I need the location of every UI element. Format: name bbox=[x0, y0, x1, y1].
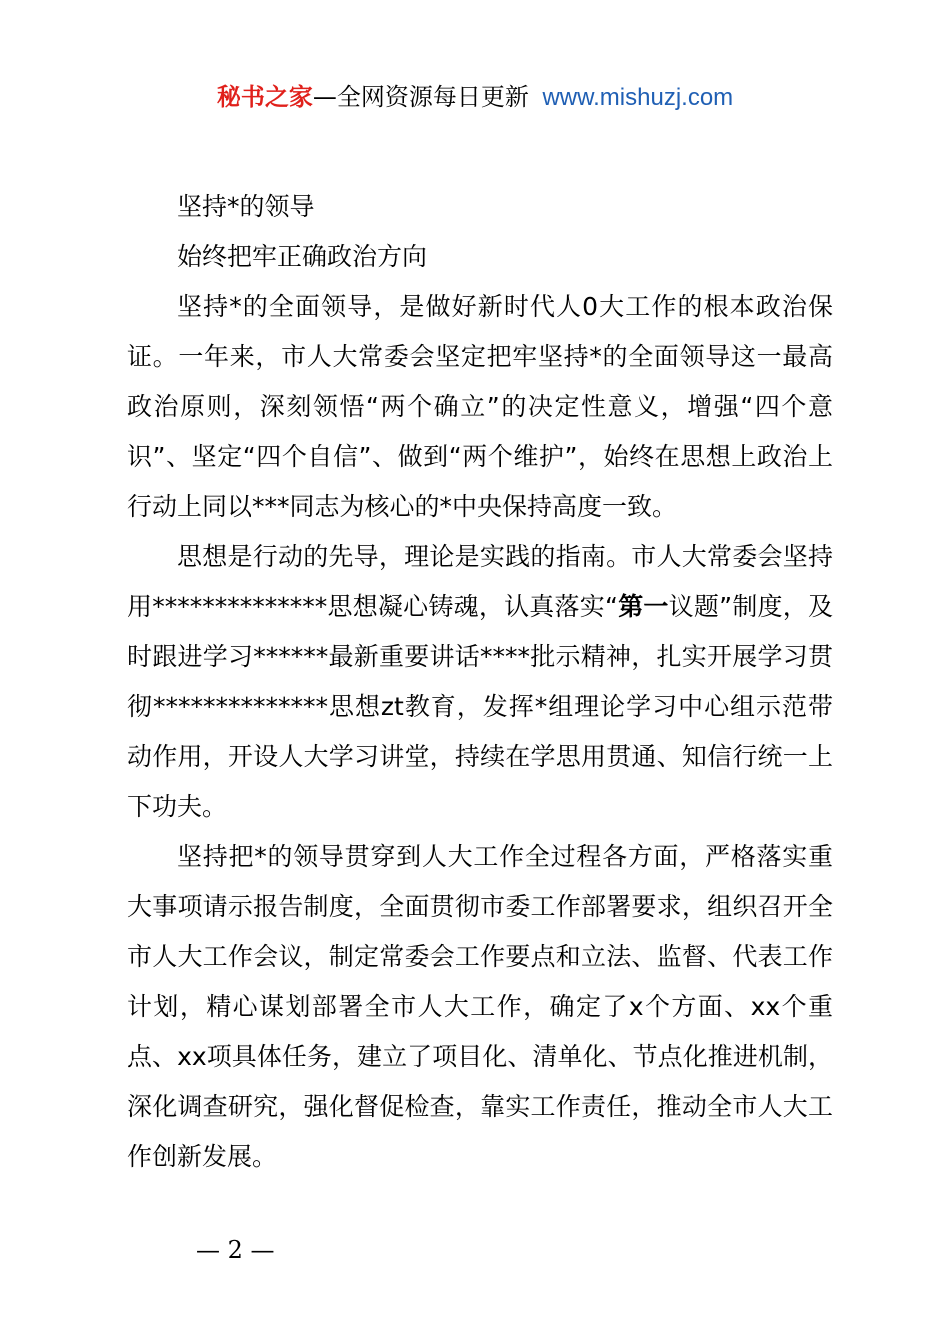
site-brand: 秘书之家 bbox=[216, 83, 313, 111]
site-url-link[interactable]: www.mishuzj.com bbox=[542, 84, 734, 111]
document-body bbox=[127, 182, 833, 1182]
paragraph-text-part: 议题”制度，及时跟进学习******最新重要讲话****批示精神，扎实开展学习贯彻**************思想zt教育，发挥*组理论学习中心组示范带动作用，开设人大学习讲堂，持续在学思用贯通、知信行统一上下功夫。 bbox=[127, 592, 834, 821]
paragraph-work-plan: 坚持把*的领导贯穿到人大工作全过程各方面，严格落实重大事项请示报告制度，全面贯彻市委工作部署要求，组织召开全市人大工作会议，制定常委会工作要点和立法、监督、代表工作计划，精心谋划部署全市人大工作，确定了x个方面、xx个重点、xx项具体任务，建立了项目化、清单化、节点化推进机制，深化调查研究，强化督促检查，靠实工作责任，推动全市人大工作创新发展。 bbox=[127, 842, 833, 1171]
paragraph-theory-study bbox=[127, 532, 833, 832]
bold-emphasis: 第一 bbox=[617, 592, 669, 621]
paragraph-leadership: 坚持*的全面领导，是做好新时代人0大工作的根本政治保证。一年来，市人大常委会坚定把牢坚持*的全面领导这一最高政治原则，深刻领悟“两个确立”的决定性意义，增强“四个意识”、坚定“四个自信”、做到“两个维护”，始终在思想上政治上行动上同以***同志为核心的*中央保持高度一致。 bbox=[127, 292, 833, 521]
section-heading: 坚持*的领导 bbox=[177, 192, 315, 221]
site-header bbox=[0, 80, 950, 114]
paragraph-text-part: 思想是行动的先导，理论是实践的指南。市人大常委会坚持用**************思想凝心铸魂，认真落实“ bbox=[127, 542, 833, 621]
page-number: — 2 — bbox=[196, 1236, 275, 1264]
site-slogan: —全网资源每日更新 bbox=[312, 83, 529, 111]
section-subheading: 始终把牢正确政治方向 bbox=[177, 242, 428, 271]
